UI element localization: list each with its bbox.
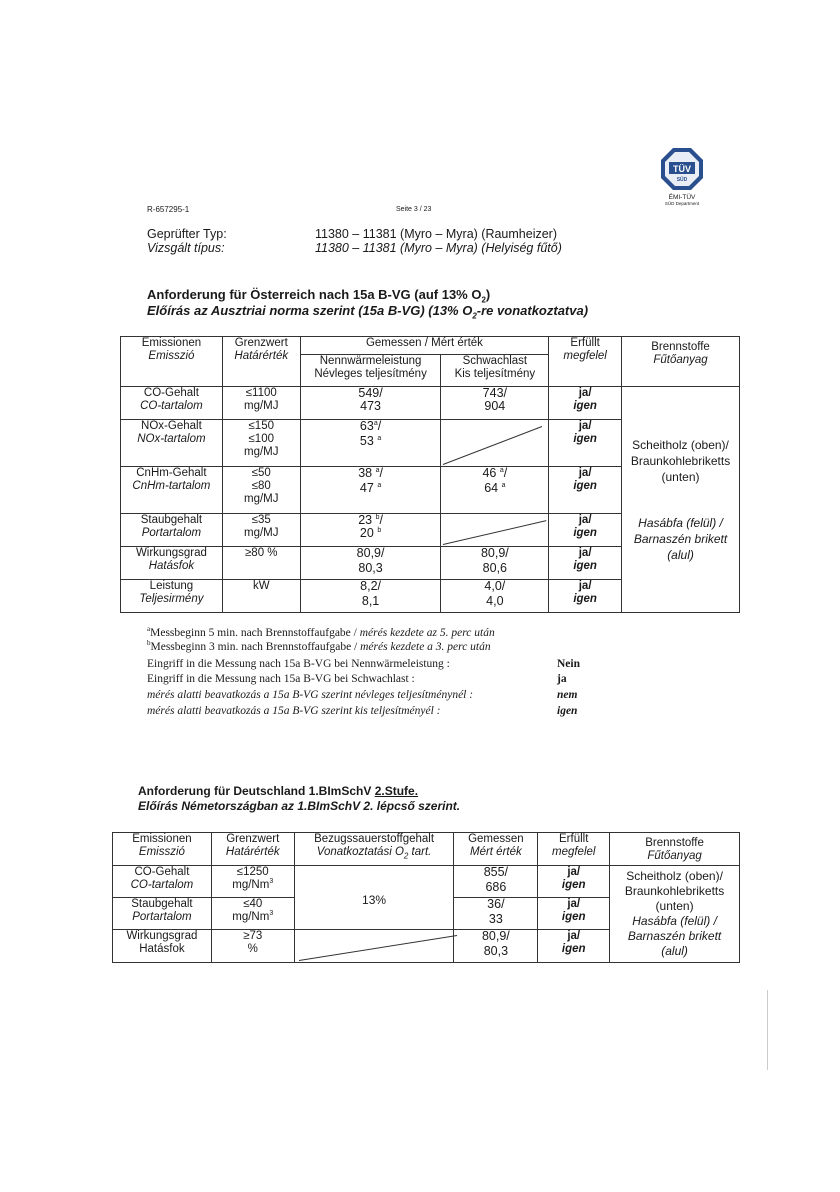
type-label-de: Geprüfter Typ: — [147, 227, 227, 241]
austria-emissions-table — [120, 336, 740, 613]
footnote-line-5: mérés alatti beavatkozás a 15a B-VG szerint névleges teljesítménynél : — [147, 689, 474, 701]
row-label: Staubgehalt Portartalom — [113, 898, 212, 930]
strike-line — [443, 520, 547, 545]
oxygen-reference-cell: 13% — [294, 866, 454, 930]
fulfilled-cell: ja/ igen — [549, 387, 622, 420]
footnotes — [147, 626, 607, 722]
col-header-gemessen: Gemessen / Mért érték — [300, 337, 549, 355]
nominal-cell: 549/ 473 — [300, 387, 441, 420]
fulfilled-cell: ja/ igen — [538, 898, 610, 930]
nominal-cell: 38 $^a$/ 47 $^a$ — [300, 467, 441, 514]
nominal-cell: 80,9/ 80,3 — [300, 547, 441, 580]
table-row — [113, 866, 740, 898]
limit-cell: ≤1250 mg/Nm$^3$ — [211, 866, 294, 898]
col-header-schwachlast: Schwachlast Kis teljesítmény — [441, 355, 549, 387]
section1-title-de: Anforderung für Österreich nach 15a B-VG (auf 13% $O_2$) — [147, 287, 491, 305]
fulfilled-cell: ja/ igen — [538, 866, 610, 898]
nominal-cell: 8,2/ 8,1 — [300, 580, 441, 613]
col-header-nennwarme: Nennwärmeleistung Névleges teljesítmény — [300, 355, 441, 387]
col-header-bezugssauerstoff: Bezugssauerstoffgehalt Vonatkoztatási $O_2$ tart. — [294, 833, 454, 866]
lowload-cell: 80,9/ 80,6 — [441, 547, 549, 580]
limit-cell: ≤40 mg/Nm$^3$ — [211, 898, 294, 930]
limit-cell: ≤1100 mg/MJ — [222, 387, 300, 420]
col-header-brennstoffe: Brennstoffe Fűtőanyag — [622, 337, 740, 387]
footnote-line-3: Eingriff in die Messung nach 15a B-VG bei Nennwärmeleistung : — [147, 658, 450, 670]
col-header-brennstoffe: Brennstoffe Fűtőanyag — [610, 833, 740, 866]
scan-edge-line — [767, 990, 768, 1070]
footnote-value-3: Nein — [557, 658, 580, 670]
col-header-emissionen: Emissionen Emisszió — [113, 833, 212, 866]
fulfilled-cell: ja/ igen — [549, 514, 622, 547]
footnote-value-6: igen — [557, 705, 578, 717]
footnote-line-4: Eingriff in die Messung nach 15a B-VG bei Schwachlast : — [147, 673, 415, 685]
footnote-a: $^a$Messbeginn 5 min. nach Brennstoffaufgabe / mérés kezdete az 5. perc után — [147, 625, 495, 639]
nominal-cell: 23 $^b$/ 20 $^b$ — [300, 514, 441, 547]
type-label-hu: Vizsgált típus: — [147, 241, 225, 255]
row-label: Wirkungsgrad Hatásfok — [113, 930, 212, 963]
type-value-de: 11380 – 11381 (Myro – Myra) (Raumheizer) — [315, 227, 557, 241]
tuv-octagon-icon — [660, 147, 704, 191]
footnote-value-4: ja — [557, 673, 567, 685]
type-value-hu: 11380 – 11381 (Myro – Myra) (Helyiség fűtő) — [315, 241, 562, 255]
row-label: CO-Gehalt CO-tartalom — [113, 866, 212, 898]
germany-emissions-table — [112, 832, 740, 963]
lowload-cell-empty — [441, 514, 549, 547]
footnote-value-5: nem — [557, 689, 578, 701]
lowload-cell: 4,0/ 4,0 — [441, 580, 549, 613]
col-header-gemessen: Gemessen Mért érték — [454, 833, 538, 866]
limit-cell: ≤35 mg/MJ — [222, 514, 300, 547]
row-label: Wirkungsgrad Hatásfok — [121, 547, 223, 580]
strike-line — [299, 935, 457, 961]
strike-line — [443, 426, 542, 465]
measured-cell: 80,9/ 80,3 — [454, 930, 538, 963]
limit-cell: ≥73 % — [211, 930, 294, 963]
nominal-cell: 63$^a$/ 53 $^a$ — [300, 420, 441, 467]
limit-cell: ≤150 ≤100 mg/MJ — [222, 420, 300, 467]
section1-title-hu: Előírás az Ausztriai norma szerint (15a B-VG) (13% $O_2-re$ vonatkoztatva) — [147, 303, 589, 321]
footnote-line-6: mérés alatti beavatkozás a 15a B-VG szerint kis teljesítményél : — [147, 705, 441, 717]
limit-cell: kW — [222, 580, 300, 613]
row-label: CnHm-Gehalt CnHm-tartalom — [121, 467, 223, 514]
col-header-grenzwert: Grenzwert Határérték — [222, 337, 300, 387]
fulfilled-cell: ja/ igen — [549, 547, 622, 580]
lowload-cell-empty — [441, 420, 549, 467]
fulfilled-cell: ja/ igen — [549, 420, 622, 467]
section2-title-hu: Előírás Németországban az 1.BImSchV 2. lépcső szerint. — [138, 799, 461, 813]
col-header-erfullt: Erfüllt megfelel — [538, 833, 610, 866]
lowload-cell: 743/ 904 — [441, 387, 549, 420]
tuv-logo-subtext: SÜD — [676, 177, 688, 183]
fulfilled-cell: ja/ igen — [549, 467, 622, 514]
page-number: Seite 3 / 23 — [396, 206, 432, 213]
limit-cell: ≤50 ≤80 mg/MJ — [222, 467, 300, 514]
limit-cell: ≥80 % — [222, 547, 300, 580]
fuel-cell: Scheitholz (oben)/ Braunkohlebriketts (unten) Hasábfa (felül) / Barnaszén brikett (alul) — [610, 866, 740, 963]
fulfilled-cell: ja/ igen — [538, 930, 610, 963]
table-row — [121, 387, 740, 420]
report-number: R-657295-1 — [147, 205, 190, 214]
section2-title-de: Anforderung für Deutschland 1.BImSchV 2.Stufe. — [138, 784, 419, 798]
fuel-cell: Scheitholz (oben)/ Braunkohlebriketts (unten) Hasábfa (felül) / Barnaszén brikett (alul) — [622, 387, 740, 613]
logo-subcaption: SÜD Department — [664, 201, 700, 206]
tuv-logo-text: TÜV — [673, 164, 691, 174]
logo-caption: ÉMI-TÜV — [668, 194, 696, 201]
row-label: Leistung Teljesirmény — [121, 580, 223, 613]
col-header-erfullt: Erfüllt megfelel — [549, 337, 622, 387]
row-label: Staubgehalt Portartalom — [121, 514, 223, 547]
col-header-grenzwert: Grenzwert Határérték — [211, 833, 294, 866]
row-label: CO-Gehalt CO-tartalom — [121, 387, 223, 420]
oxygen-reference-cell-empty — [294, 930, 454, 963]
row-label: NOx-Gehalt NOx-tartalom — [121, 420, 223, 467]
col-header-emissionen: Emissionen Emisszió — [121, 337, 223, 387]
measured-cell: 36/ 33 — [454, 898, 538, 930]
footnote-b: $^b$Messbeginn 3 min. nach Brennstoffaufgabe / mérés kezdete a 3. perc után — [147, 639, 491, 653]
tuv-logo — [652, 147, 712, 206]
fulfilled-cell: ja/ igen — [549, 580, 622, 613]
lowload-cell: 46 $^a$/ 64 $^a$ — [441, 467, 549, 514]
measured-cell: 855/ 686 — [454, 866, 538, 898]
